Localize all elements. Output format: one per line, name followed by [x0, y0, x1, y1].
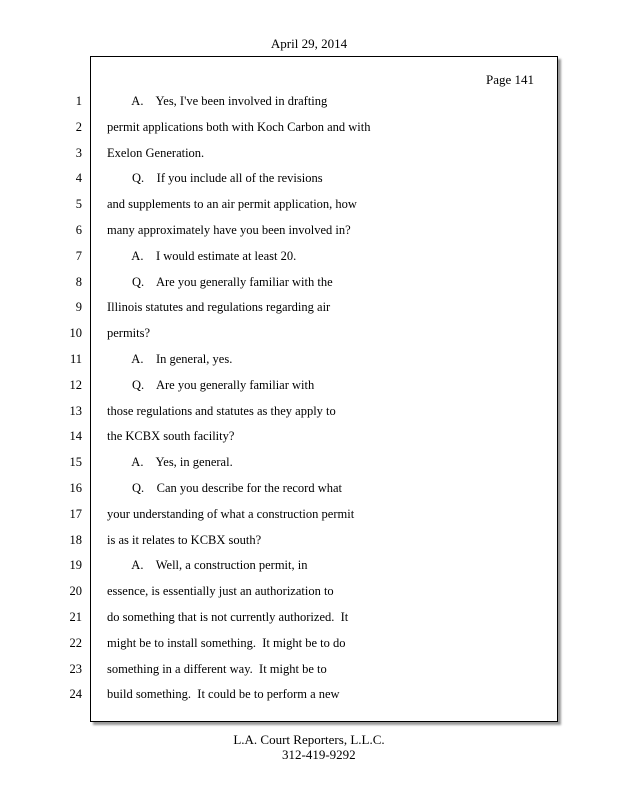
transcript-line [0, 605, 618, 631]
line-number: 1 [75, 94, 82, 108]
line-number: 15 [69, 455, 82, 470]
line-number: 17 [69, 506, 82, 521]
line-number: 14 [69, 429, 82, 444]
line-text: Q. Can you describe for the record what [107, 480, 342, 495]
line-text: do something that is not currently authorized. It [107, 609, 349, 624]
transcript-line [0, 192, 618, 218]
line-number: 16 [69, 480, 82, 495]
line-number: 8 [75, 274, 82, 289]
transcript-line [0, 476, 618, 502]
transcript-line [0, 528, 618, 554]
line-text: permit applications both with Koch Carbon and with [107, 119, 371, 134]
transcript-line [0, 244, 618, 270]
line-text: the KCBX south facility? [107, 429, 235, 444]
line-text: is as it relates to KCBX south? [107, 532, 262, 547]
line-text: Exelon Generation. [107, 145, 205, 160]
line-number: 11 [69, 351, 82, 366]
line-text: and supplements to an air permit application, how [107, 197, 357, 212]
transcript-line [0, 553, 618, 579]
transcript-line [0, 89, 618, 115]
transcript-line [0, 424, 618, 450]
line-text: something in a different way. It might be to [107, 661, 327, 676]
line-text: permits? [107, 326, 151, 341]
line-number: 10 [69, 326, 82, 341]
line-number: 9 [75, 300, 82, 315]
line-text: A. Well, a construction permit, in [107, 558, 308, 573]
transcript-line [0, 321, 618, 347]
transcript-line [0, 579, 618, 605]
line-text: A. Yes, I've been involved in drafting [107, 94, 328, 108]
line-number: 4 [75, 171, 82, 186]
transcript-line [0, 450, 618, 476]
line-text: Q. Are you generally familiar with the [107, 274, 333, 289]
line-text: those regulations and statutes as they apply to [107, 403, 336, 418]
transcript-line [0, 141, 618, 167]
line-number: 3 [75, 145, 82, 160]
line-text: A. Yes, in general. [107, 455, 233, 470]
transcript-line [0, 270, 618, 296]
transcript-line [0, 657, 618, 683]
transcript-line [0, 399, 618, 425]
transcript-line [0, 631, 618, 657]
line-number: 12 [69, 377, 82, 392]
line-text: A. I would estimate at least 20. [107, 248, 297, 263]
header-date: April 29, 2014 [270, 36, 348, 51]
line-number: 13 [69, 403, 82, 418]
transcript-line [0, 295, 618, 321]
line-number: 18 [69, 532, 82, 547]
line-number: 6 [75, 222, 82, 237]
line-text: essence, is essentially just an authorization to [107, 584, 334, 599]
page-number: Page 141 [485, 72, 534, 87]
transcript-line [0, 682, 618, 708]
line-number: 20 [69, 584, 82, 599]
line-text: many approximately have you been involved in? [107, 222, 351, 237]
line-number: 5 [75, 197, 82, 212]
footer [0, 732, 618, 762]
line-number: 24 [69, 687, 82, 702]
footer-company: L.A. Court Reporters, L.L.C. [233, 732, 385, 747]
line-number: 22 [69, 635, 82, 650]
line-text: Q. If you include all of the revisions [107, 171, 323, 186]
transcript-line [0, 218, 618, 244]
line-number: 2 [75, 119, 82, 134]
line-number: 23 [69, 661, 82, 676]
transcript-line [0, 166, 618, 192]
line-number: 7 [75, 248, 82, 263]
transcript-line [0, 347, 618, 373]
transcript-lines [0, 89, 618, 708]
line-text: build something. It could be to perform a new [107, 687, 340, 702]
line-number: 19 [69, 558, 82, 573]
transcript-line [0, 373, 618, 399]
line-number: 21 [69, 609, 82, 624]
line-text: A. In general, yes. [107, 351, 233, 366]
line-text: Q. Are you generally familiar with [107, 377, 315, 392]
line-text: your understanding of what a construction permit [107, 506, 355, 521]
line-text: might be to install something. It might be to do [107, 635, 346, 650]
transcript-line [0, 502, 618, 528]
transcript-line [0, 115, 618, 141]
footer-phone: 312-419-9292 [282, 747, 356, 762]
line-text: Illinois statutes and regulations regarding air [107, 300, 331, 315]
